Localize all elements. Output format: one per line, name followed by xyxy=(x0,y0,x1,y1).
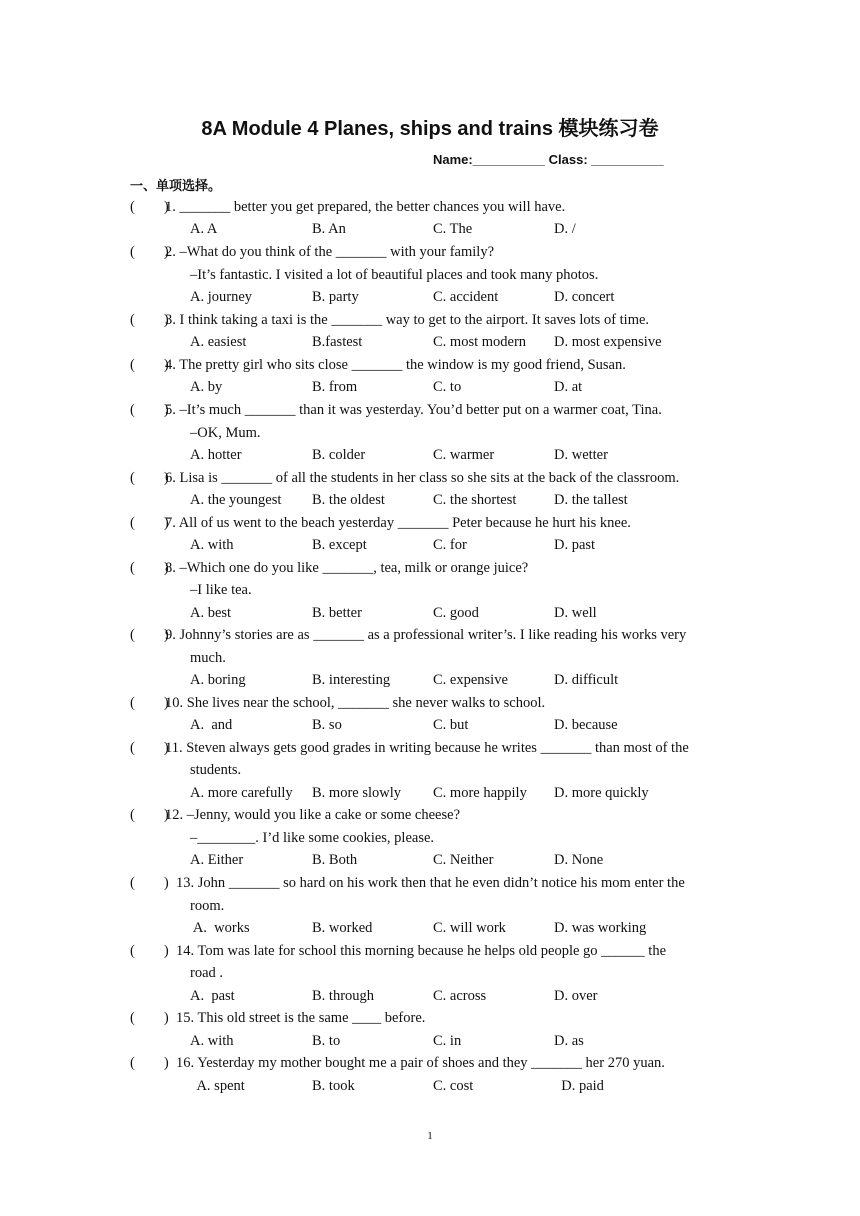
answer-option: A. boring xyxy=(190,672,246,688)
question-text: 15. This old street is the same ____ before. xyxy=(176,1010,426,1026)
question-text: 3. I think taking a taxi is the _______ way to get to the airport. It saves lots of time. xyxy=(165,312,650,328)
question-text: 1. _______ better you get prepared, the better chances you will have. xyxy=(165,199,566,215)
answer-option: C. expensive xyxy=(433,672,508,688)
answer-option: D. because xyxy=(554,717,618,733)
answer-option: A. with xyxy=(190,1033,234,1049)
question-continuation: –I like tea. xyxy=(190,582,252,598)
question-text: 12. –Jenny, would you like a cake or some cheese? xyxy=(165,807,461,823)
answer-option: C. to xyxy=(433,379,462,395)
answer-option: B.fastest xyxy=(312,334,363,350)
question-text: 6. Lisa is _______ of all the students in her class so she sits at the back of the classroom. xyxy=(165,470,680,486)
answer-option: D. most expensive xyxy=(554,334,662,350)
answer-blank[interactable]: ( ) xyxy=(130,1055,169,1071)
question-continuation: road . xyxy=(190,965,224,981)
answer-option: A. journey xyxy=(190,289,253,305)
section-heading: 一、单项选择。 xyxy=(130,179,222,194)
answer-option: D. well xyxy=(554,605,597,621)
answer-option: A. Either xyxy=(190,852,244,868)
answer-option: C. The xyxy=(433,221,473,237)
answer-option: D. paid xyxy=(554,1078,604,1094)
answer-option: B. better xyxy=(312,605,362,621)
answer-blank[interactable]: ( ) xyxy=(130,943,169,959)
answer-option: A. more carefully xyxy=(190,785,293,801)
answer-option: C. will work xyxy=(433,920,506,936)
answer-option: B. worked xyxy=(312,920,373,936)
question-continuation: students. xyxy=(190,762,242,778)
answer-option: D. at xyxy=(554,379,583,395)
answer-option: D. more quickly xyxy=(554,785,649,801)
answer-option: B. except xyxy=(312,537,367,553)
answer-blank[interactable]: ( ) xyxy=(130,312,169,328)
answer-option: C. accident xyxy=(433,289,499,305)
answer-option: C. cost xyxy=(433,1078,474,1094)
answer-option: B. interesting xyxy=(312,672,391,688)
answer-option: A. and xyxy=(190,717,233,733)
answer-option: C. across xyxy=(433,988,487,1004)
question-continuation: room. xyxy=(190,898,225,914)
answer-option: D. was working xyxy=(554,920,647,936)
question-continuation: –________. I’d like some cookies, please. xyxy=(190,830,435,846)
answer-option: B. through xyxy=(312,988,375,1004)
answer-option: B. more slowly xyxy=(312,785,402,801)
question-text: 5. –It’s much _______ than it was yesterday. You’d better put on a warmer coat, Tina. xyxy=(165,402,662,418)
answer-option: A. works xyxy=(190,920,250,936)
answer-blank[interactable]: ( ) xyxy=(130,199,169,215)
answer-option: A. spent xyxy=(190,1078,245,1094)
question-text: 8. –Which one do you like _______, tea, milk or orange juice? xyxy=(165,560,529,576)
answer-blank[interactable]: ( ) xyxy=(130,807,169,823)
answer-blank[interactable]: ( ) xyxy=(130,740,169,756)
answer-option: D. past xyxy=(554,537,596,553)
answer-option: C. warmer xyxy=(433,447,495,463)
name-class-line: Name:__________ Class: __________ xyxy=(433,152,664,167)
answer-blank[interactable]: ( ) xyxy=(130,695,169,711)
answer-option: C. most modern xyxy=(433,334,527,350)
answer-option: D. concert xyxy=(554,289,615,305)
answer-option: A. the youngest xyxy=(190,492,282,508)
answer-blank[interactable]: ( ) xyxy=(130,875,169,891)
answer-option: B. An xyxy=(312,221,346,237)
question-text: 9. Johnny’s stories are as _______ as a professional writer’s. I like reading his works very xyxy=(165,627,687,643)
answer-option: B. took xyxy=(312,1078,355,1094)
answer-option: D. over xyxy=(554,988,598,1004)
question-continuation: –It’s fantastic. I visited a lot of beautiful places and took many photos. xyxy=(190,267,599,283)
answer-option: A. easiest xyxy=(190,334,247,350)
answer-option: A. best xyxy=(190,605,232,621)
answer-option: D. the tallest xyxy=(554,492,628,508)
question-text: 4. The pretty girl who sits close _______ the window is my good friend, Susan. xyxy=(165,357,626,373)
answer-option: B. the oldest xyxy=(312,492,385,508)
question-text: 14. Tom was late for school this morning because he helps old people go ______ the xyxy=(176,943,667,959)
answer-option: C. but xyxy=(433,717,469,733)
question-text: 10. She lives near the school, _______ she never walks to school. xyxy=(165,695,546,711)
question-continuation: much. xyxy=(190,650,226,666)
answer-option: C. for xyxy=(433,537,467,553)
answer-option: A. hotter xyxy=(190,447,242,463)
answer-blank[interactable]: ( ) xyxy=(130,244,169,260)
question-text: 2. –What do you think of the _______ with your family? xyxy=(165,244,495,260)
answer-option: C. in xyxy=(433,1033,462,1049)
answer-option: A. A xyxy=(190,221,218,237)
answer-option: C. more happily xyxy=(433,785,527,801)
answer-option: B. from xyxy=(312,379,358,395)
answer-option: B. party xyxy=(312,289,359,305)
question-text: 7. All of us went to the beach yesterday _______ Peter because he hurt his knee. xyxy=(165,515,631,531)
answer-option: A. past xyxy=(190,988,235,1004)
answer-option: C. the shortest xyxy=(433,492,517,508)
answer-option: B. so xyxy=(312,717,342,733)
page-number: 1 xyxy=(427,1130,433,1142)
answer-option: D. as xyxy=(554,1033,584,1049)
question-continuation: –OK, Mum. xyxy=(190,425,261,441)
answer-option: B. to xyxy=(312,1033,341,1049)
answer-blank[interactable]: ( ) xyxy=(130,1010,169,1026)
answer-option: B. Both xyxy=(312,852,358,868)
answer-option: D. difficult xyxy=(554,672,619,688)
answer-option: C. Neither xyxy=(433,852,494,868)
answer-blank[interactable]: ( ) xyxy=(130,470,169,486)
answer-option: A. with xyxy=(190,537,234,553)
answer-blank[interactable]: ( ) xyxy=(130,627,169,643)
answer-blank[interactable]: ( ) xyxy=(130,560,169,576)
question-text: 11. Steven always gets good grades in writing because he writes _______ than most of the xyxy=(165,740,689,756)
answer-option: B. colder xyxy=(312,447,366,463)
answer-blank[interactable]: ( ) xyxy=(130,402,169,418)
question-text: 16. Yesterday my mother bought me a pair of shoes and they _______ her 270 yuan. xyxy=(176,1055,665,1071)
answer-option: D. wetter xyxy=(554,447,608,463)
answer-blank[interactable]: ( ) xyxy=(130,515,169,531)
question-text: 13. John _______ so hard on his work then that he even didn’t notice his mom enter the xyxy=(176,875,685,891)
answer-option: D. None xyxy=(554,852,604,868)
answer-option: A. by xyxy=(190,379,223,395)
answer-option: D. / xyxy=(554,221,576,237)
answer-option: C. good xyxy=(433,605,479,621)
answer-blank[interactable]: ( ) xyxy=(130,357,169,373)
page-title: 8A Module 4 Planes, ships and trains 模块练习卷 xyxy=(201,118,659,140)
